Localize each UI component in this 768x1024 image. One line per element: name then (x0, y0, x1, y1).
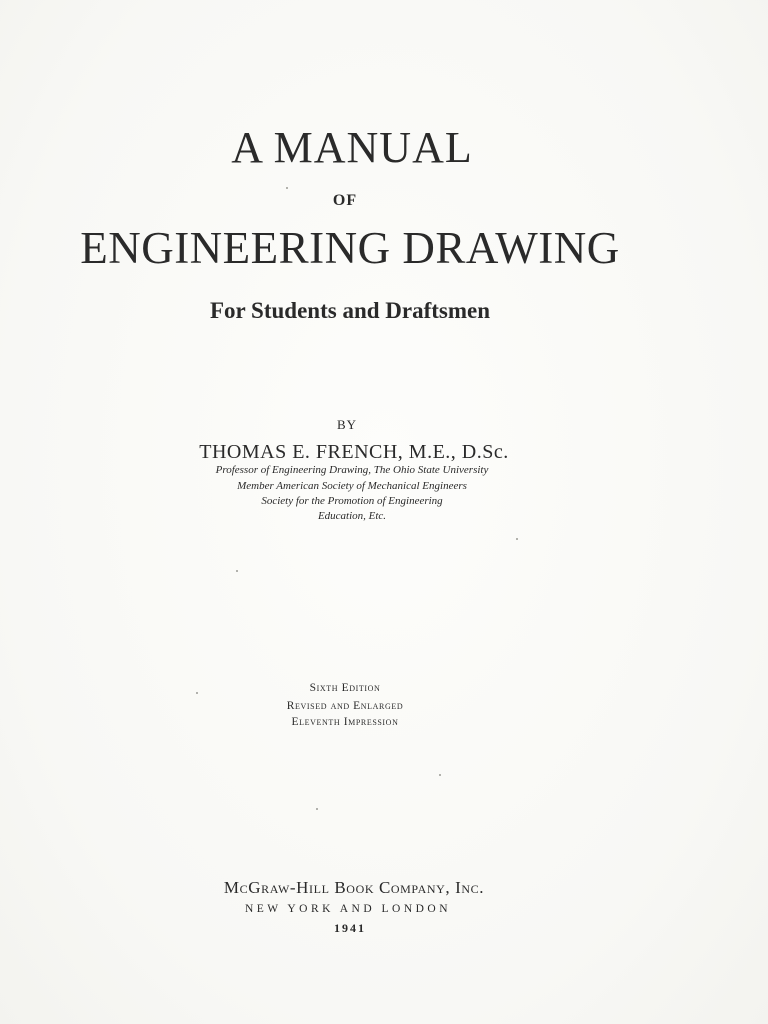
edition-line: Revised and Enlarged (286, 700, 404, 712)
dust-speck (286, 187, 288, 189)
author-credential: Professor of Engineering Drawing, The Ohio State University (215, 464, 489, 476)
dust-speck (236, 570, 238, 572)
subtitle: For Students and Draftsmen (209, 298, 491, 323)
title-line-2: ENGINEERING DRAWING (80, 223, 620, 273)
publisher-location: NEW YORK AND LONDON (244, 903, 452, 915)
edition-line: Sixth Edition (309, 682, 381, 694)
author-name: THOMAS E. FRENCH, M.E., D.Sc. (199, 441, 509, 463)
publication-year: 1941 (334, 921, 366, 935)
author-credential: Education, Etc. (317, 510, 387, 522)
author-credential: Member American Society of Mechanical Engineers (237, 480, 467, 492)
dust-speck (439, 774, 441, 776)
publisher-name: McGraw-Hill Book Company, Inc. (223, 878, 485, 897)
title-of: OF (332, 192, 358, 209)
byline: BY (336, 417, 358, 432)
title-line-1: A MANUAL (231, 123, 473, 172)
edition-line: Eleventh Impression (291, 716, 399, 728)
dust-speck (516, 538, 518, 540)
author-credential: Society for the Promotion of Engineering (261, 495, 443, 507)
dust-speck (316, 808, 318, 810)
dust-speck (196, 692, 198, 694)
